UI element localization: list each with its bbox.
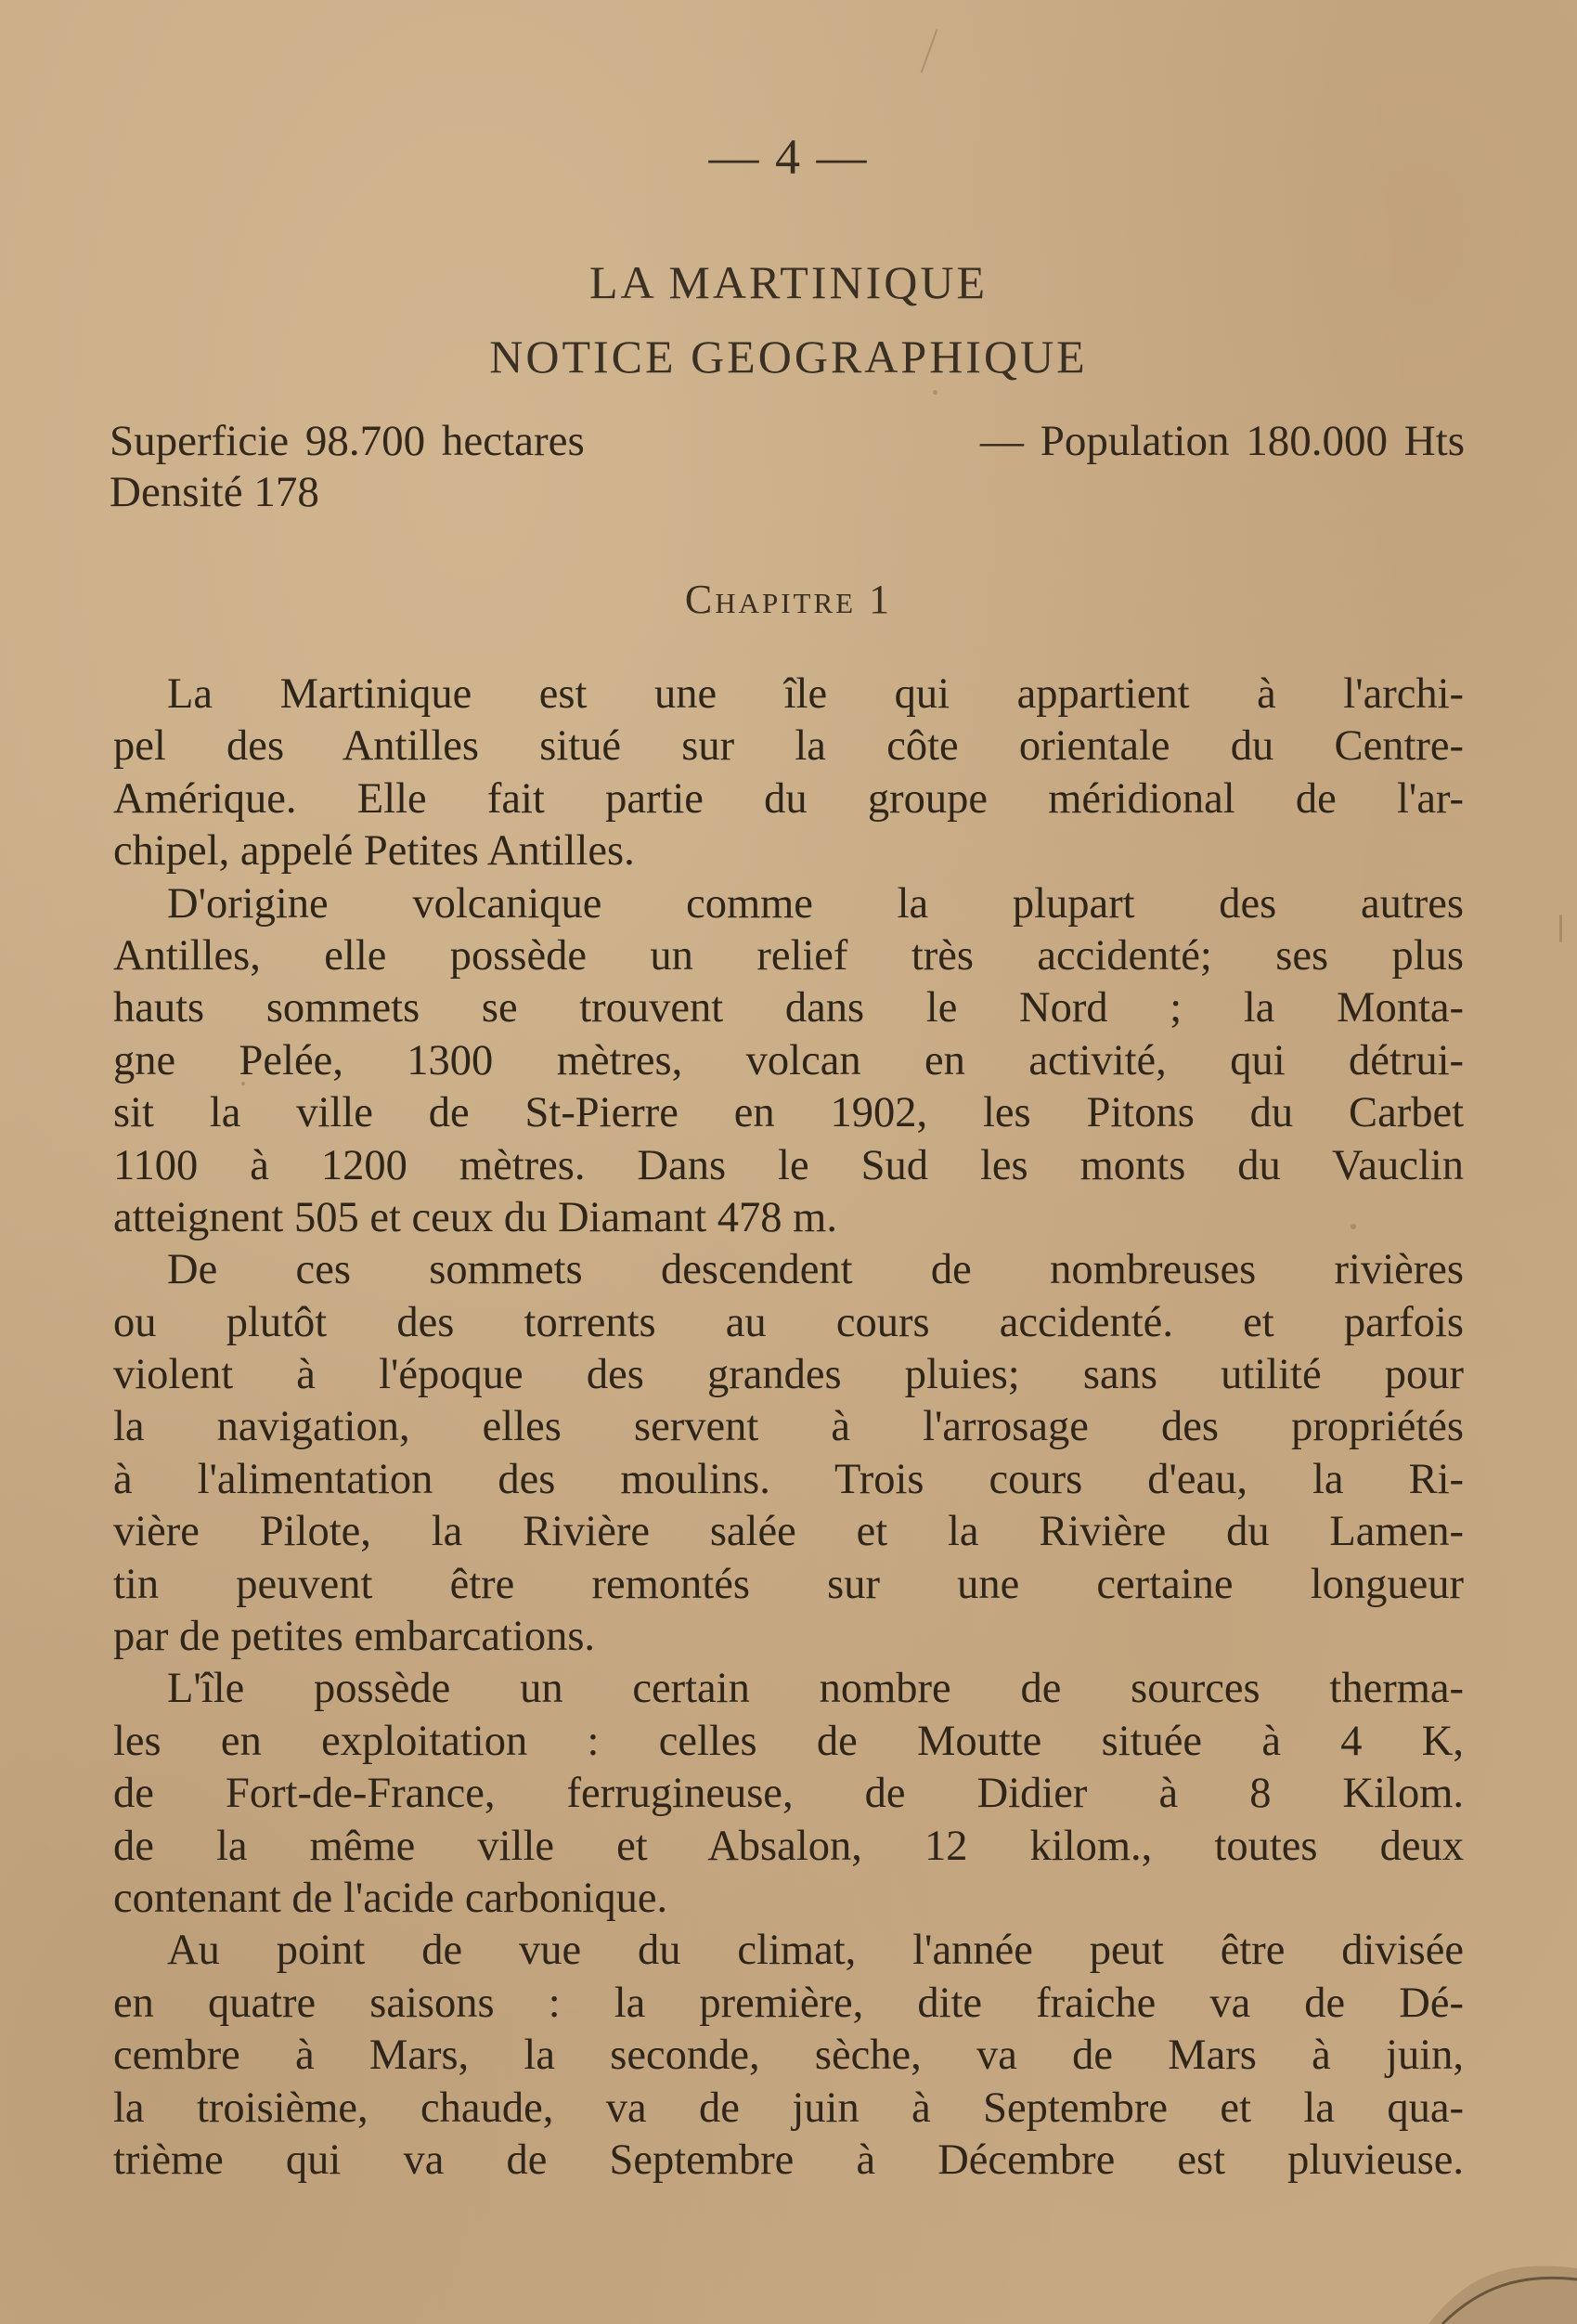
text-line [113, 721, 1464, 773]
text-line [113, 878, 1464, 930]
text-line-content: atteignent 505 et ceux du Diamant 478 m. [113, 1193, 837, 1241]
chapter-heading: Chapitre 1 [684, 577, 893, 622]
text-line [113, 1925, 1464, 1977]
text-line [113, 669, 1464, 721]
text-line-content: De ces sommets descendent de nombreuses rivières [167, 1246, 1464, 1294]
text-line [113, 1349, 1464, 1401]
text-line [113, 825, 1464, 877]
text-line [113, 1768, 1464, 1820]
paper-speck [1351, 1224, 1356, 1229]
text-line [113, 1454, 1464, 1506]
text-line-content: hauts sommets se trouvent dans le Nord ; la Monta- [113, 984, 1464, 1032]
text-line [113, 982, 1464, 1034]
text-line [113, 1663, 1464, 1715]
text-line-content: trième qui va de Septembre à Décembre est pluvieuse. [113, 2136, 1464, 2184]
page-title: LA MARTINIQUE [588, 256, 988, 308]
text-line-content: cembre à Mars, la seconde, sèche, va de Mars à juin, [113, 2032, 1464, 2080]
text-line [113, 1821, 1464, 1873]
text-line [113, 1716, 1464, 1768]
text-line-content: en quatre saisons : la première, dite fraiche va de Dé- [113, 1979, 1464, 2027]
text-line [113, 1192, 1464, 1244]
text-line-content: D'origine volcanique comme la plupart des autres [167, 879, 1464, 928]
text-line [113, 930, 1464, 982]
text-line-content: vière Pilote, la Rivière salée et la Rivière du Lamen- [113, 1508, 1464, 1556]
superficie-text: Superficie 98.700 hectares [110, 417, 585, 465]
text-line-content: Amérique. Elle fait partie du groupe méridional de l'ar- [113, 774, 1464, 823]
statistics-line [110, 416, 1465, 467]
text-line [113, 1506, 1464, 1558]
text-line-content: Antilles, elle possède un relief très accidenté; ses plus [113, 931, 1464, 980]
statistics-block [110, 416, 1465, 518]
text-line-content: ou plutôt des torrents au cours accidenté. et parfois [113, 1298, 1464, 1346]
text-line-content: tin peuvent être remontés sur une certaine longueur [113, 1560, 1464, 1608]
text-line-content: par de petites embarcations. [113, 1613, 596, 1661]
text-line [113, 2083, 1464, 2135]
paper-speck [921, 29, 938, 73]
text-line-content: de Fort-de-France, ferrugineuse, de Didier à 8 Kilom. [113, 1770, 1464, 1818]
text-line [113, 2135, 1464, 2187]
text-line-content: violent à l'époque des grandes pluies; sans utilité pour [113, 1351, 1464, 1399]
text-line [113, 1297, 1464, 1349]
paper-speck [933, 390, 937, 395]
text-line-content: sit la ville de St-Pierre en 1902, les Pitons du Carbet [113, 1089, 1464, 1137]
text-line [113, 1244, 1464, 1296]
text-line-content: à l'alimentation des moulins. Trois cours d'eau, la Ri- [113, 1455, 1464, 1503]
text-line-content: gne Pelée, 1300 mètres, volcan en activité, qui détrui- [113, 1036, 1464, 1084]
text-line [113, 1978, 1464, 2030]
text-line [113, 1873, 1464, 1925]
text-line [113, 1035, 1464, 1087]
densite-text: Densité 178 [110, 468, 319, 516]
text-line-content: contenant de l'acide carbonique. [113, 1874, 668, 1922]
paper-speck [1559, 915, 1562, 942]
text-line [113, 1401, 1464, 1453]
text-line-content: la navigation, elles servent à l'arrosage des propriétés [113, 1403, 1464, 1451]
text-line-content: la troisième, chaude, va de juin à Septembre et la qua- [113, 2084, 1464, 2132]
corner-fold [1391, 2222, 1577, 2324]
text-line-content: 1100 à 1200 mètres. Dans le Sud les monts du Vauclin [113, 1141, 1464, 1189]
body-text [113, 669, 1464, 2187]
text-line [113, 2030, 1464, 2082]
page-subtitle: NOTICE GEOGRAPHIQUE [489, 331, 1088, 383]
text-line [113, 1087, 1464, 1139]
page-number: — 4 — [708, 129, 869, 185]
population-text: — Population 180.000 Hts [980, 417, 1465, 465]
text-line-content: L'île possède un certain nombre de sources therma- [167, 1665, 1464, 1713]
text-line-content: Au point de vue du climat, l'année peut être divisée [167, 1927, 1464, 1975]
paper-speck [241, 1082, 245, 1085]
text-line-content: chipel, appelé Petites Antilles. [113, 827, 635, 876]
text-line-content: La Martinique est une île qui appartient à l'archi- [167, 670, 1464, 718]
text-line-content: de la même ville et Absalon, 12 kilom., toutes deux [113, 1822, 1464, 1870]
text-line [113, 773, 1464, 825]
text-line-content: pel des Antilles situé sur la côte orientale du Centre- [113, 722, 1464, 771]
text-line-content: les en exploitation : celles de Moutte située à 4 K, [113, 1717, 1464, 1765]
text-line [113, 1611, 1464, 1663]
text-line [113, 1140, 1464, 1192]
text-line [113, 1559, 1464, 1611]
